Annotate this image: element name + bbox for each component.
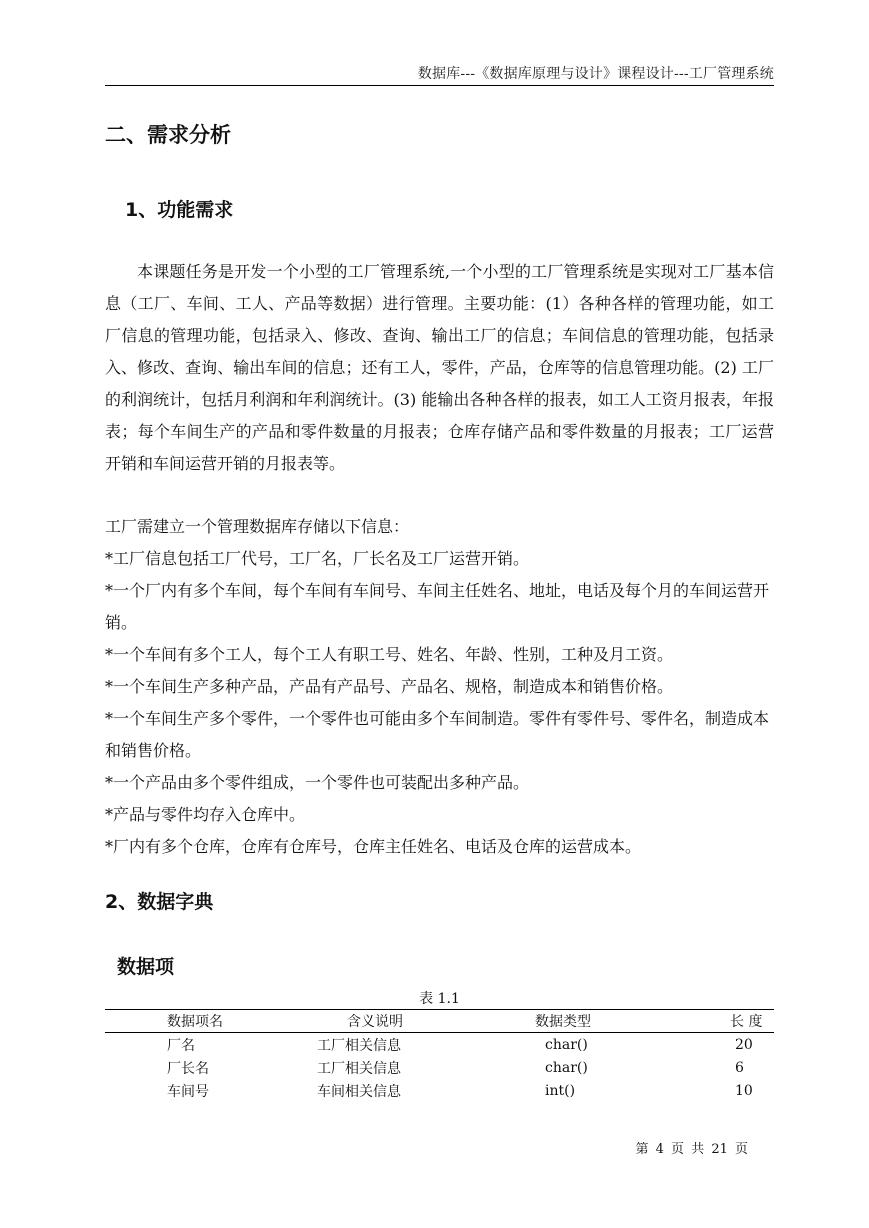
cell-description: 工厂相关信息 — [317, 1060, 401, 1077]
table-caption: 表 1.1 — [419, 991, 460, 1007]
list-item: *一个车间有多个工人，每个工人有职工号、姓名、年龄、性别，工种及月工资。 — [105, 645, 674, 664]
requirements-list — [105, 543, 774, 863]
column-header-data-type: 数据类型 — [535, 1014, 591, 1030]
cell-length: 20 — [735, 1036, 753, 1053]
list-item: *厂内有多个仓库，仓库有仓库号，仓库主任姓名、电话及仓库的运营成本。 — [105, 837, 642, 856]
page-number-footer: 第 4 页 共 21 页 — [635, 1142, 748, 1157]
cell-description: 工厂相关信息 — [317, 1037, 401, 1054]
header-divider — [105, 85, 774, 86]
section-heading: 二、需求分析 — [105, 123, 231, 147]
table-row — [105, 1079, 774, 1102]
list-item: *一个车间生产多个零件，一个零件也可能由多个车间制造。零件有零件号、零件名，制造成本和销售价格。 — [105, 709, 770, 760]
subsection-heading-functional-requirements: 1、功能需求 — [125, 199, 234, 221]
list-item: *一个产品由多个零件组成，一个零件也可装配出多种产品。 — [105, 773, 530, 792]
cell-item-name: 厂名 — [167, 1037, 195, 1054]
data-items-table — [105, 1009, 774, 1102]
list-item: *工厂信息包括工厂代号，工厂名，厂长名及工厂运营开销。 — [105, 549, 530, 568]
table-header-row — [105, 1010, 774, 1033]
list-item: *一个厂内有多个车间，每个车间有车间号、车间主任姓名、地址，电话及每个月的车间运营开销。 — [105, 581, 770, 632]
cell-item-name: 厂长名 — [167, 1060, 209, 1077]
cell-length: 6 — [735, 1059, 744, 1076]
table-row — [105, 1056, 774, 1079]
cell-data-type: char() — [545, 1036, 588, 1053]
column-header-length: 长 度 — [730, 1014, 763, 1030]
data-items-heading: 数据项 — [117, 956, 175, 978]
cell-data-type: char() — [545, 1059, 588, 1076]
running-header: 数据库---《数据库原理与设计》课程设计---工厂管理系统 — [417, 66, 774, 82]
cell-description: 车间相关信息 — [317, 1083, 401, 1100]
list-item: *产品与零件均存入仓库中。 — [105, 805, 306, 824]
cell-data-type: int() — [545, 1082, 576, 1099]
cell-item-name: 车间号 — [167, 1083, 209, 1100]
database-intro-line: 工厂需建立一个管理数据库存储以下信息： — [105, 517, 410, 536]
list-item: *一个车间生产多种产品，产品有产品号、产品名、规格，制造成本和销售价格。 — [105, 677, 674, 696]
requirements-paragraph: 本课题任务是开发一个小型的工厂管理系统,一个小型的工厂管理系统是实现对工厂基本信息（工厂、车间、工人、产品等数据）进行管理。主要功能：(1）各种各样的管理功能，如工厂信息的管理功能，包括录入、修改、查询、输出工厂的信息；车间信息的管理功能，包括录入、修改、查询、输出车间的信息；还有工人，零件，产品，仓库等的信息管理功能。(2) 工厂的利润统计，包括月利润和年利润统计。(3) 能输出各种各样的报表，如工人工资月报表，年报表；每个车间生产的产品和零件数量的月报表；仓库存储产品和零件数量的月报表；工厂运营开销和车间运营开销的月报表等。 — [105, 262, 774, 473]
subsection-heading-data-dictionary: 2、数据字典 — [105, 891, 214, 913]
table-row — [105, 1033, 774, 1057]
cell-length: 10 — [735, 1082, 753, 1099]
column-header-item-name: 数据项名 — [167, 1014, 223, 1030]
column-header-description: 含义说明 — [347, 1014, 403, 1030]
